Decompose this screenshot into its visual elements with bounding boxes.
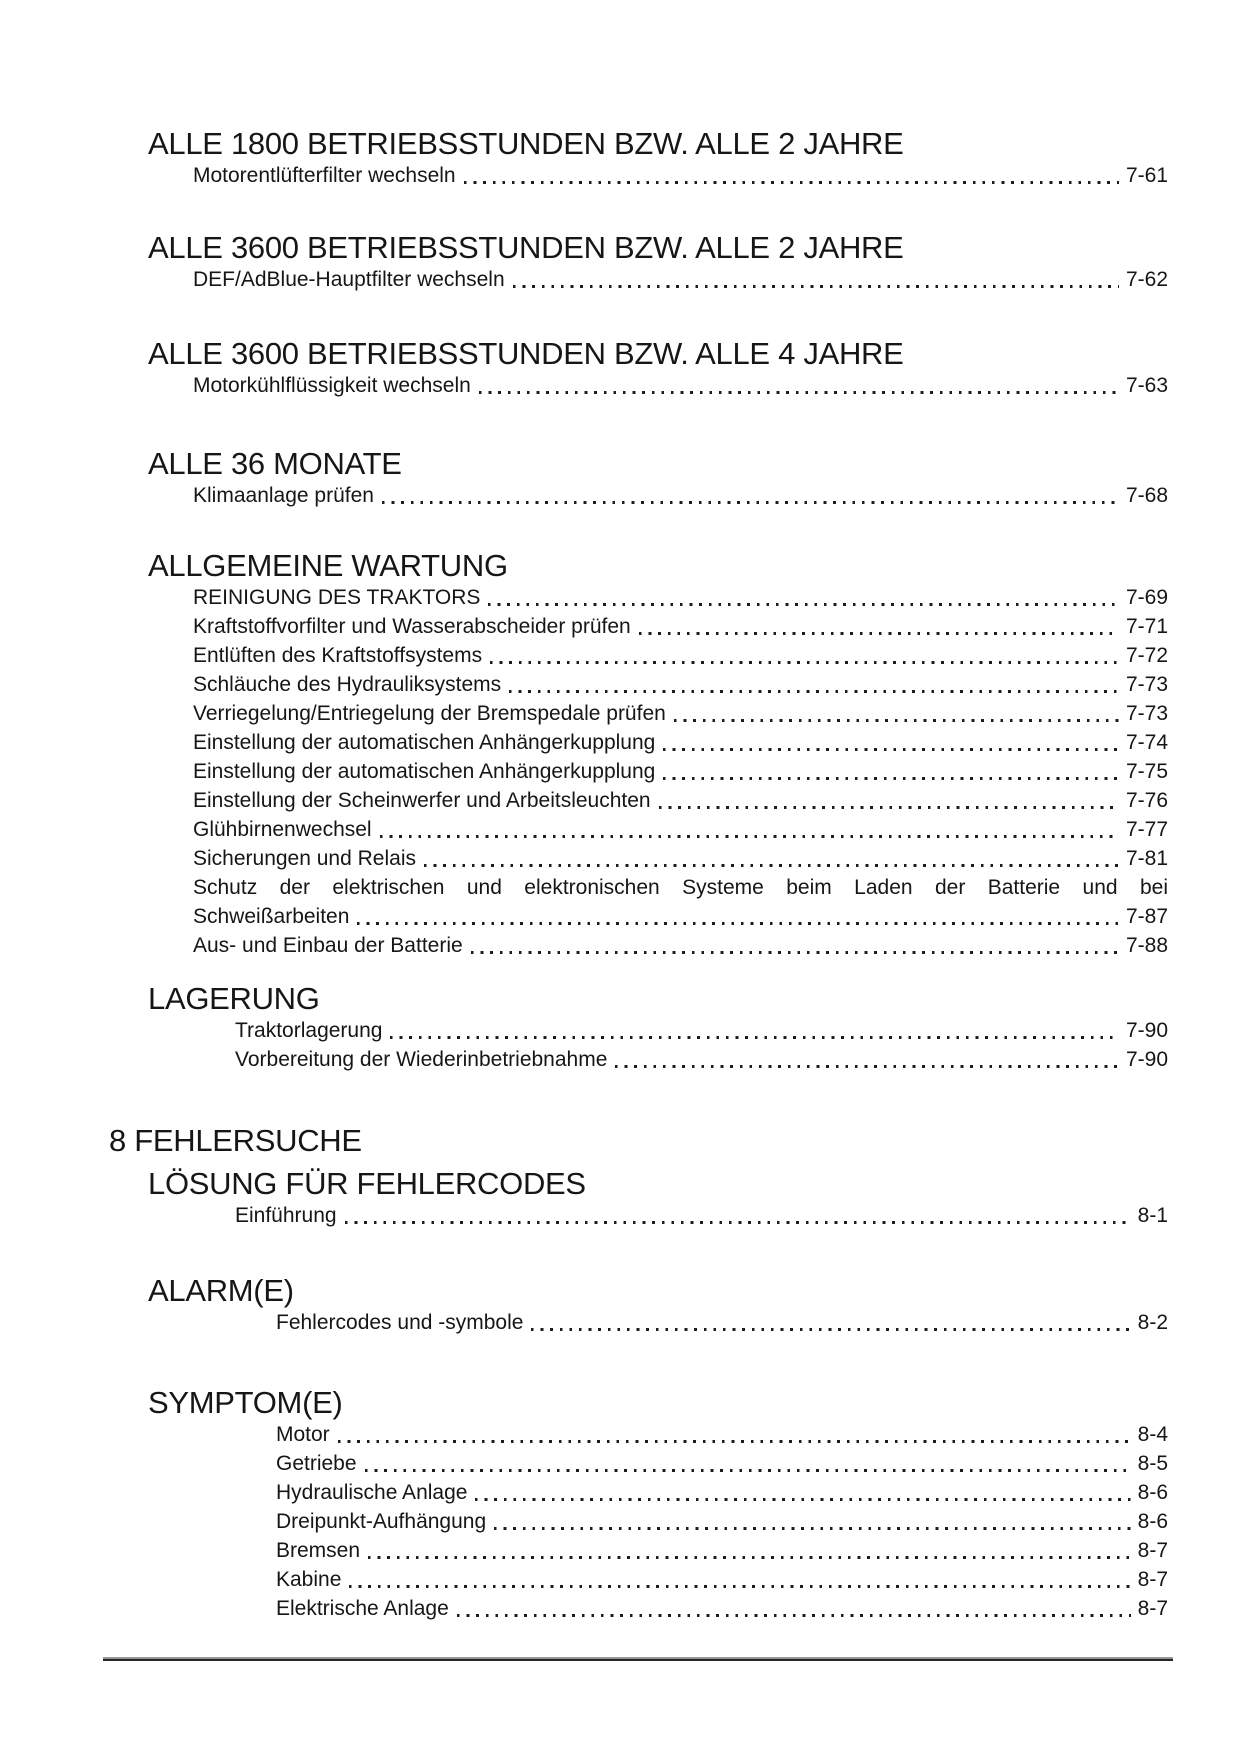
toc-section: [0, 127, 1241, 190]
toc-entry: [276, 1308, 1168, 1337]
page-number: 7-90: [1125, 1048, 1168, 1071]
toc-entry: [276, 1507, 1168, 1536]
dot-leader: [663, 748, 1119, 751]
entry-label: Einstellung der automatischen Anhängerkupplung: [193, 760, 656, 783]
entry-label: Dreipunkt-Aufhängung: [276, 1510, 487, 1533]
entry-label: Schläuche des Hydrauliksystems: [193, 673, 502, 696]
toc-entry: [193, 371, 1168, 400]
section-heading: ALLE 3600 BETRIEBSSTUNDEN BZW. ALLE 2 JAHRE: [148, 230, 904, 265]
toc-section: [0, 982, 1241, 1074]
dot-leader: [424, 864, 1119, 867]
dot-leader: [345, 1221, 1131, 1224]
dot-leader: [464, 181, 1119, 184]
toc-entry: [276, 1594, 1168, 1623]
page-number: 7-77: [1125, 818, 1168, 841]
entry-label: Getriebe: [276, 1452, 357, 1475]
page-number: 7-88: [1125, 934, 1168, 957]
toc-entry-wrapped-line: Schutz der elektrischen und elektronischen Systeme beim Laden der Batterie und bei: [193, 876, 1168, 899]
page-number: 8-5: [1137, 1452, 1168, 1475]
entry-label: Glühbirnenwechsel: [193, 818, 372, 841]
entry-label: Elektrische Anlage: [276, 1597, 449, 1620]
toc-entry: [193, 670, 1168, 699]
page-number: 7-61: [1125, 164, 1168, 187]
page-number: 7-76: [1125, 789, 1168, 812]
dot-leader: [615, 1065, 1119, 1068]
entry-label: Fehlercodes und -symbole: [276, 1311, 524, 1334]
toc-entry: [235, 1016, 1168, 1045]
toc-entry: [193, 481, 1168, 510]
dot-leader: [357, 922, 1119, 925]
page-number: 7-74: [1125, 731, 1168, 754]
toc-section: [0, 447, 1241, 510]
page-number: 7-81: [1125, 847, 1168, 870]
dot-leader: [368, 1556, 1131, 1559]
toc-entry: [276, 1565, 1168, 1594]
page-number: 7-87: [1125, 905, 1168, 928]
toc-entry: [193, 757, 1168, 786]
section-heading: LÖSUNG FÜR FEHLERCODES: [148, 1166, 586, 1201]
dot-leader: [382, 501, 1119, 504]
entry-label: Sicherungen und Relais: [193, 847, 416, 870]
dot-leader: [663, 777, 1119, 780]
toc-entry: [193, 786, 1168, 815]
entry-label: Einführung: [235, 1204, 337, 1227]
toc-entry: [193, 699, 1168, 728]
entry-label: Motorentlüfterfilter wechseln: [193, 164, 456, 187]
toc-section: [0, 1167, 1241, 1230]
page-number: 8-7: [1137, 1568, 1168, 1591]
page-number: 8-7: [1137, 1597, 1168, 1620]
entry-label: Vorbereitung der Wiederinbetriebnahme: [235, 1048, 608, 1071]
section-heading: ALLE 3600 BETRIEBSSTUNDEN BZW. ALLE 4 JAHRE: [148, 336, 904, 371]
page-number: 7-63: [1125, 374, 1168, 397]
toc-entry: [193, 265, 1168, 294]
section-heading: LAGERUNG: [148, 981, 320, 1016]
page-number: 8-1: [1137, 1204, 1168, 1227]
page-number: 8-4: [1137, 1423, 1168, 1446]
dot-leader: [349, 1585, 1130, 1588]
section-heading: ALLGEMEINE WARTUNG: [148, 548, 508, 583]
toc-entry: [193, 641, 1168, 670]
entry-label: Motorkühlflüssigkeit wechseln: [193, 374, 471, 397]
section-heading: ALARM(E): [148, 1273, 294, 1308]
toc-entry: [276, 1449, 1168, 1478]
entry-label: Hydraulische Anlage: [276, 1481, 468, 1504]
dot-leader: [488, 603, 1119, 606]
dot-leader: [479, 391, 1119, 394]
chapter-heading: 8 FEHLERSUCHE: [109, 1123, 362, 1158]
dot-leader: [365, 1469, 1131, 1472]
dot-leader: [475, 1498, 1130, 1501]
toc-entry: [193, 844, 1168, 873]
entry-label: DEF/AdBlue-Hauptfilter wechseln: [193, 268, 505, 291]
toc-section: [0, 1274, 1241, 1337]
entry-label: Einstellung der automatischen Anhängerkupplung: [193, 731, 656, 754]
section-heading: ALLE 1800 BETRIEBSSTUNDEN BZW. ALLE 2 JAHRE: [148, 126, 904, 161]
page-number: 8-6: [1137, 1481, 1168, 1504]
page-number: 7-69: [1125, 586, 1168, 609]
toc-entry: [276, 1420, 1168, 1449]
dot-leader: [390, 1036, 1119, 1039]
page-number: 7-75: [1125, 760, 1168, 783]
page-number: 8-2: [1137, 1311, 1168, 1334]
entry-label: Kraftstoffvorfilter und Wasserabscheider prüfen: [193, 615, 631, 638]
toc-entry: [193, 161, 1168, 190]
page-number: 7-73: [1125, 702, 1168, 725]
section-heading: SYMPTOM(E): [148, 1385, 343, 1420]
page-number: 8-7: [1137, 1539, 1168, 1562]
entry-label: Klimaanlage prüfen: [193, 484, 374, 507]
dot-leader: [639, 632, 1119, 635]
entry-label: Aus- und Einbau der Batterie: [193, 934, 463, 957]
dot-leader: [531, 1328, 1130, 1331]
toc-entry: [276, 1536, 1168, 1565]
toc-entry: [193, 815, 1168, 844]
entry-label: Entlüften des Kraftstoffsystems: [193, 644, 483, 667]
page-number: 7-90: [1125, 1019, 1168, 1042]
toc-section: [0, 549, 1241, 960]
entry-label: Einstellung der Scheinwerfer und Arbeitsleuchten: [193, 789, 651, 812]
toc-entry: [276, 1478, 1168, 1507]
entry-label: Verriegelung/Entriegelung der Bremspedale prüfen: [193, 702, 666, 725]
toc-entry: [193, 612, 1168, 641]
dot-leader: [490, 661, 1119, 664]
dot-leader: [471, 951, 1119, 954]
entry-label: Motor: [276, 1423, 330, 1446]
toc-entry: [193, 583, 1168, 612]
dot-leader: [494, 1527, 1130, 1530]
toc-section: [0, 337, 1241, 400]
toc-entry: [235, 1201, 1168, 1230]
entry-label: Kabine: [276, 1568, 342, 1591]
toc-entry: [193, 931, 1168, 960]
page-number: 7-62: [1125, 268, 1168, 291]
page-number: 7-68: [1125, 484, 1168, 507]
dot-leader: [659, 806, 1119, 809]
dot-leader: [674, 719, 1119, 722]
toc-section: [0, 231, 1241, 294]
page-number: 8-6: [1137, 1510, 1168, 1533]
dot-leader: [457, 1614, 1131, 1617]
page-number: 7-73: [1125, 673, 1168, 696]
toc-section: [0, 1386, 1241, 1623]
dot-leader: [509, 690, 1119, 693]
entry-label: REINIGUNG DES TRAKTORS: [193, 586, 481, 609]
footer-rule: [103, 1657, 1173, 1661]
dot-leader: [338, 1440, 1131, 1443]
toc-entry: [193, 902, 1168, 931]
section-heading: ALLE 36 MONATE: [148, 446, 402, 481]
page-number: 7-71: [1125, 615, 1168, 638]
entry-label: Schweißarbeiten: [193, 905, 350, 928]
entry-label: Traktorlagerung: [235, 1019, 383, 1042]
toc-entry: [235, 1045, 1168, 1074]
entry-label: Bremsen: [276, 1539, 361, 1562]
toc-entry: [193, 728, 1168, 757]
dot-leader: [513, 285, 1119, 288]
dot-leader: [380, 835, 1119, 838]
page-number: 7-72: [1125, 644, 1168, 667]
